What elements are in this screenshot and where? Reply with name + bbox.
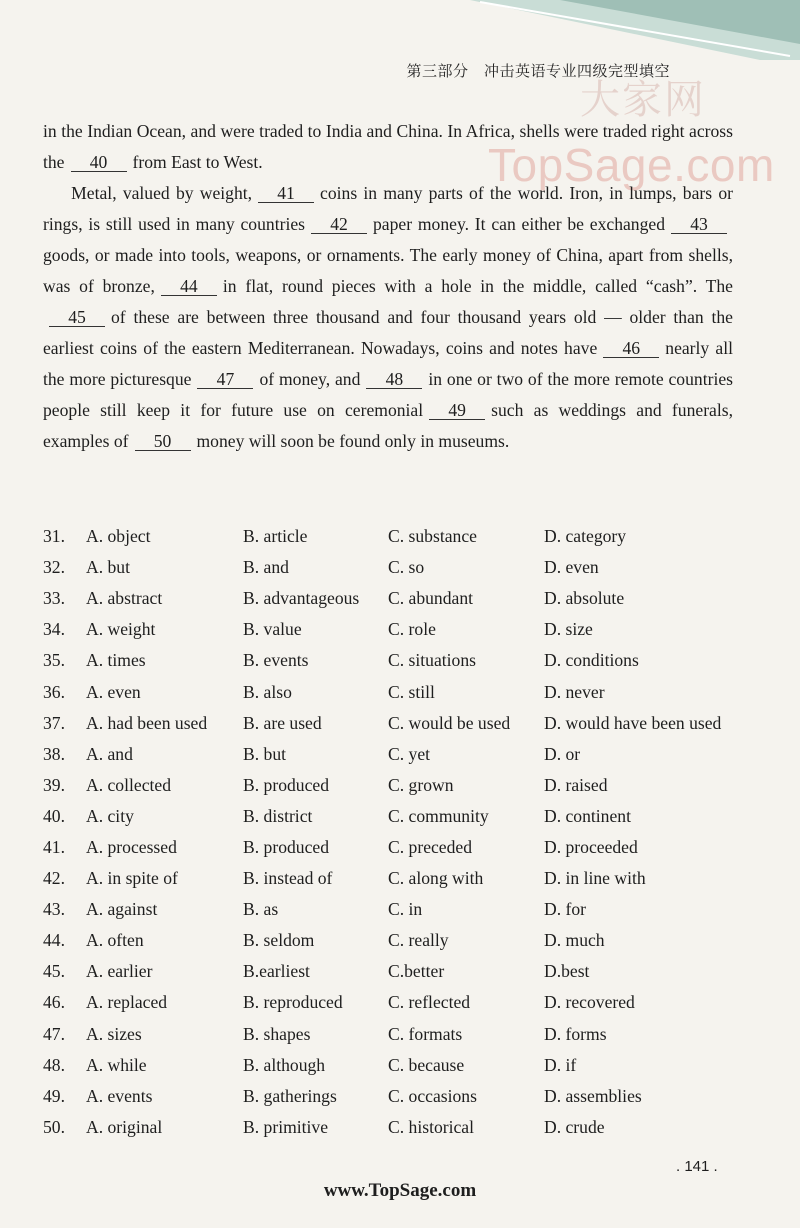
option-c: C. so [388,557,425,578]
option-c: C. situations [388,650,476,671]
question-row [43,552,744,583]
question-row [43,739,744,770]
option-c: C. yet [388,743,431,764]
option-a: A. object [86,526,151,547]
question-number: 39. [43,774,65,795]
blank-50: 50 [135,432,191,451]
option-d: D. would have been used [544,712,722,733]
blank-43: 43 [671,215,727,234]
option-a: A. replaced [86,992,168,1013]
option-a: A. sizes [86,1023,142,1044]
option-c: C. along with [388,868,484,889]
passage-text: coins in many parts of the world. Iron, in lumps, bars or rings, is still used in many countries [43,183,733,234]
passage-text: of these are between three thousand and four thousand years old — older than the earliest coins of the eastern Mediterranean. Nowadays, coins and notes have [43,307,733,358]
option-c: C. preceded [388,836,473,857]
option-d: D. size [544,619,593,640]
passage-text: nearly all the more picturesque [43,338,733,389]
question-row [43,1112,744,1143]
option-c: C. in [388,899,423,920]
option-a: A. often [86,930,144,951]
option-d: D. raised [544,774,608,795]
option-b: B. and [243,557,289,578]
option-a: A. abstract [86,588,163,609]
header-corner-decoration [0,0,800,60]
option-b: B. reproduced [243,992,343,1013]
option-a: A. while [86,1054,147,1075]
question-number: 42. [43,868,65,889]
option-b: B. produced [243,836,329,857]
option-d: D. absolute [544,588,625,609]
passage-paragraph-1 [43,116,733,178]
option-a: A. against [86,899,158,920]
option-d: D. assemblies [544,1085,642,1106]
passage-text: of money, and [259,369,361,389]
option-b: B. primitive [243,1116,329,1137]
option-c: C. role [388,619,436,640]
option-d: D. category [544,526,627,547]
blank-41: 41 [258,184,314,203]
answer-options-list [43,521,744,1143]
option-b: B. gatherings [243,1085,337,1106]
question-row [43,925,744,956]
option-b: B. article [243,526,308,547]
option-d: D. proceeded [544,836,638,857]
question-number: 37. [43,712,65,733]
option-a: A. earlier [86,961,153,982]
question-number: 47. [43,1023,65,1044]
question-number: 35. [43,650,65,671]
option-c: C. reflected [388,992,471,1013]
question-number: 45. [43,961,65,982]
option-c: C. substance [388,526,477,547]
blank-40: 40 [71,153,127,172]
question-row [43,987,744,1018]
option-a: A. had been used [86,712,208,733]
question-row [43,676,744,707]
passage-text: Metal, valued by weight, [71,183,253,203]
question-number: 33. [43,588,65,609]
question-row [43,770,744,801]
option-d: D. in line with [544,868,646,889]
option-a: A. events [86,1085,153,1106]
question-row [43,801,744,832]
passage-text: in flat, round pieces with a hole in the middle, called “cash”. The [222,276,733,296]
question-row [43,614,744,645]
question-number: 40. [43,805,65,826]
blank-46: 46 [603,339,659,358]
question-row [43,708,744,739]
option-a: A. original [86,1116,163,1137]
option-b: B. shapes [243,1023,311,1044]
passage-text: goods, or made into tools, weapons, or ornaments. The early money of China, apart from shells, was of bronze, [43,245,733,296]
question-number: 50. [43,1116,65,1137]
option-a: A. processed [86,836,177,857]
question-number: 43. [43,899,65,920]
question-number: 41. [43,836,65,857]
option-d: D. or [544,743,581,764]
page-header-title: 第三部分 冲击英语专业四级完型填空 [406,62,670,80]
blank-49: 49 [429,401,485,420]
option-b: B. produced [243,774,329,795]
question-row [43,863,744,894]
footer-url: www.TopSage.com [323,1180,477,1201]
option-b: B. although [243,1054,326,1075]
option-c: C. historical [388,1116,475,1137]
watermark: TopSage.com [488,139,775,191]
option-a: A. but [86,557,130,578]
question-row [43,832,744,863]
option-d: D. if [544,1054,577,1075]
option-d: D. continent [544,805,631,826]
question-number: 31. [43,526,65,547]
blank-44: 44 [161,277,217,296]
option-c: C.better [388,961,445,982]
blank-42: 42 [311,215,367,234]
option-c: C. really [388,930,449,951]
option-a: A. in spite of [86,868,178,889]
cloze-passage [43,116,733,457]
page-number: . 141 . [676,1158,718,1175]
blank-45: 45 [49,308,105,327]
question-number: 48. [43,1054,65,1075]
question-row [43,1019,744,1050]
option-d: D. conditions [544,650,639,671]
question-number: 49. [43,1085,65,1106]
question-number: 44. [43,930,65,951]
passage-text: in the Indian Ocean, and were traded to India and China. In Africa, shells were traded right across the [43,121,733,172]
question-row [43,1081,744,1112]
option-d: D. forms [544,1023,607,1044]
option-c: C. occasions [388,1085,477,1106]
option-b: B. events [243,650,309,671]
option-d: D. much [544,930,605,951]
passage-text: from East to West. [132,152,263,172]
option-c: C. because [388,1054,465,1075]
passage-text: such as weddings and funerals, examples of [43,400,733,451]
option-d: D. never [544,681,605,702]
option-c: C. formats [388,1023,463,1044]
question-row [43,956,744,987]
option-a: A. city [86,805,134,826]
passage-paragraph-2 [43,178,733,457]
option-c: C. would be used [388,712,511,733]
option-b: B. but [243,743,287,764]
option-d: D.best [544,961,590,982]
question-number: 36. [43,681,65,702]
passage-text: paper money. It can either be exchanged [373,214,666,234]
question-number: 46. [43,992,65,1013]
passage-text: money will soon be found only in museums. [196,431,510,451]
question-row [43,583,744,614]
option-d: D. even [544,557,599,578]
option-c: C. community [388,805,489,826]
question-number: 34. [43,619,65,640]
option-a: A. collected [86,774,171,795]
option-b: B. are used [243,712,322,733]
option-d: D. crude [544,1116,605,1137]
option-b: B. district [243,805,313,826]
question-row [43,645,744,676]
option-b: B. value [243,619,302,640]
option-a: A. times [86,650,146,671]
option-d: D. recovered [544,992,635,1013]
question-row [43,894,744,925]
option-c: C. grown [388,774,454,795]
option-b: B. advantageous [243,588,360,609]
option-b: B. seldom [243,930,315,951]
blank-48: 48 [366,370,422,389]
option-a: A. even [86,681,141,702]
option-b: B.earliest [243,961,310,982]
question-row [43,1050,744,1081]
option-a: A. and [86,743,133,764]
option-b: B. as [243,899,279,920]
blank-47: 47 [197,370,253,389]
option-a: A. weight [86,619,156,640]
question-number: 32. [43,557,65,578]
option-b: B. also [243,681,292,702]
watermark-chinese: 大家网 [580,77,706,123]
option-c: C. still [388,681,435,702]
option-c: C. abundant [388,588,474,609]
option-d: D. for [544,899,587,920]
question-number: 38. [43,743,65,764]
option-b: B. instead of [243,868,333,889]
passage-text: in one or two of the more remote countries people still keep it for future use on ceremonial [43,369,733,420]
question-row [43,521,744,552]
